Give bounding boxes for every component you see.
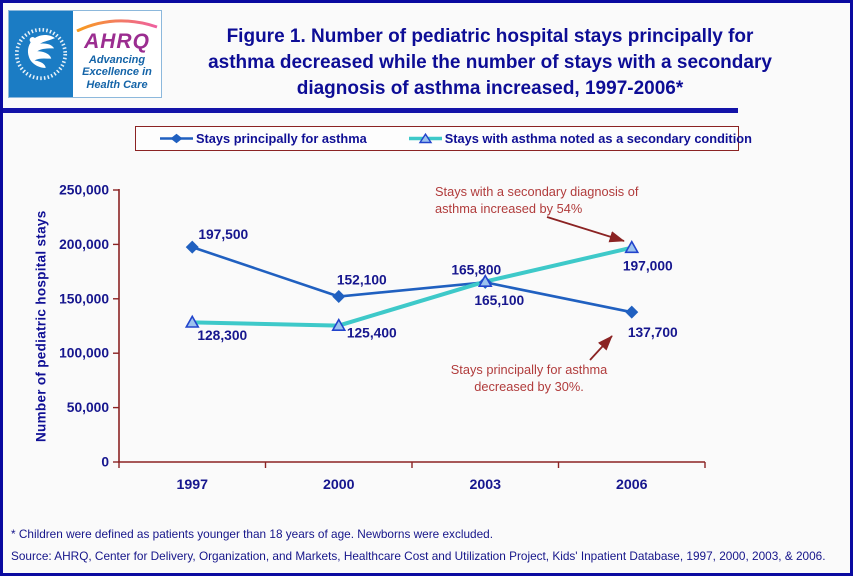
y-tick-label: 150,000 xyxy=(59,291,109,307)
data-label: 128,300 xyxy=(197,328,248,344)
ahrq-wordmark: AHRQ xyxy=(84,29,150,53)
data-label: 137,700 xyxy=(627,324,678,340)
data-label: 197,500 xyxy=(198,226,249,242)
annotation-arrow-principal xyxy=(590,336,612,360)
legend-label-secondary: Stays with asthma noted as a secondary condition xyxy=(444,131,752,146)
diamond-marker xyxy=(625,306,638,319)
series-line-secondary xyxy=(192,248,632,326)
diamond-marker xyxy=(332,290,345,303)
figure-title-line: diagnosis of asthma increased, 1997-2006* xyxy=(296,78,684,99)
footnote-source: Source: AHRQ, Center for Delivery, Organization, and Markets, Healthcare Cost and Utilization Project, Kids' Inpatient Database, 1997, 2000, 2003, & 2006. xyxy=(11,549,826,563)
y-tick-label: 250,000 xyxy=(59,182,109,198)
diamond-marker xyxy=(186,241,199,254)
figure-title-line: asthma decreased while the number of stays with a secondary xyxy=(208,52,772,73)
figure-title-line: Figure 1. Number of pediatric hospital stays principally for xyxy=(226,26,754,47)
data-label: 165,100 xyxy=(474,293,525,309)
footnote-definition: * Children were defined as patients younger than 18 years of age. Newborns were excluded. xyxy=(11,527,493,541)
x-tick-label: 2000 xyxy=(322,477,355,493)
annotation-secondary-increase xyxy=(435,183,638,217)
y-tick-label: 200,000 xyxy=(59,236,109,252)
annotation-line: asthma increased by 54% xyxy=(435,201,583,216)
x-tick-label: 2006 xyxy=(615,477,648,493)
annotation-line: decreased by 30%. xyxy=(474,379,584,394)
legend-label-principal: Stays principally for asthma xyxy=(196,131,367,146)
line-chart-canvas xyxy=(3,3,850,573)
x-tick-label: 2003 xyxy=(469,477,502,493)
annotation-arrow-secondary xyxy=(547,217,624,241)
data-label: 165,800 xyxy=(451,262,502,278)
y-tick-label: 0 xyxy=(101,454,109,470)
ahrq-tagline-line: Excellence in xyxy=(82,66,152,79)
data-label: 152,100 xyxy=(336,272,387,288)
y-tick-label: 100,000 xyxy=(59,345,109,361)
x-tick-label: 1997 xyxy=(176,477,209,493)
annotation-line: Stays principally for asthma xyxy=(450,362,608,377)
y-tick-label: 50,000 xyxy=(66,400,109,416)
y-axis-title: Number of pediatric hospital stays xyxy=(33,210,49,442)
data-label: 197,000 xyxy=(622,258,673,274)
ahrq-tagline-line: Advancing xyxy=(88,53,146,66)
annotation-line: Stays with a secondary diagnosis of xyxy=(435,184,639,199)
footnotes xyxy=(11,527,842,571)
data-label: 125,400 xyxy=(346,325,397,341)
ahrq-tagline-line: Health Care xyxy=(86,78,148,91)
annotation-principal-decrease xyxy=(443,361,615,395)
